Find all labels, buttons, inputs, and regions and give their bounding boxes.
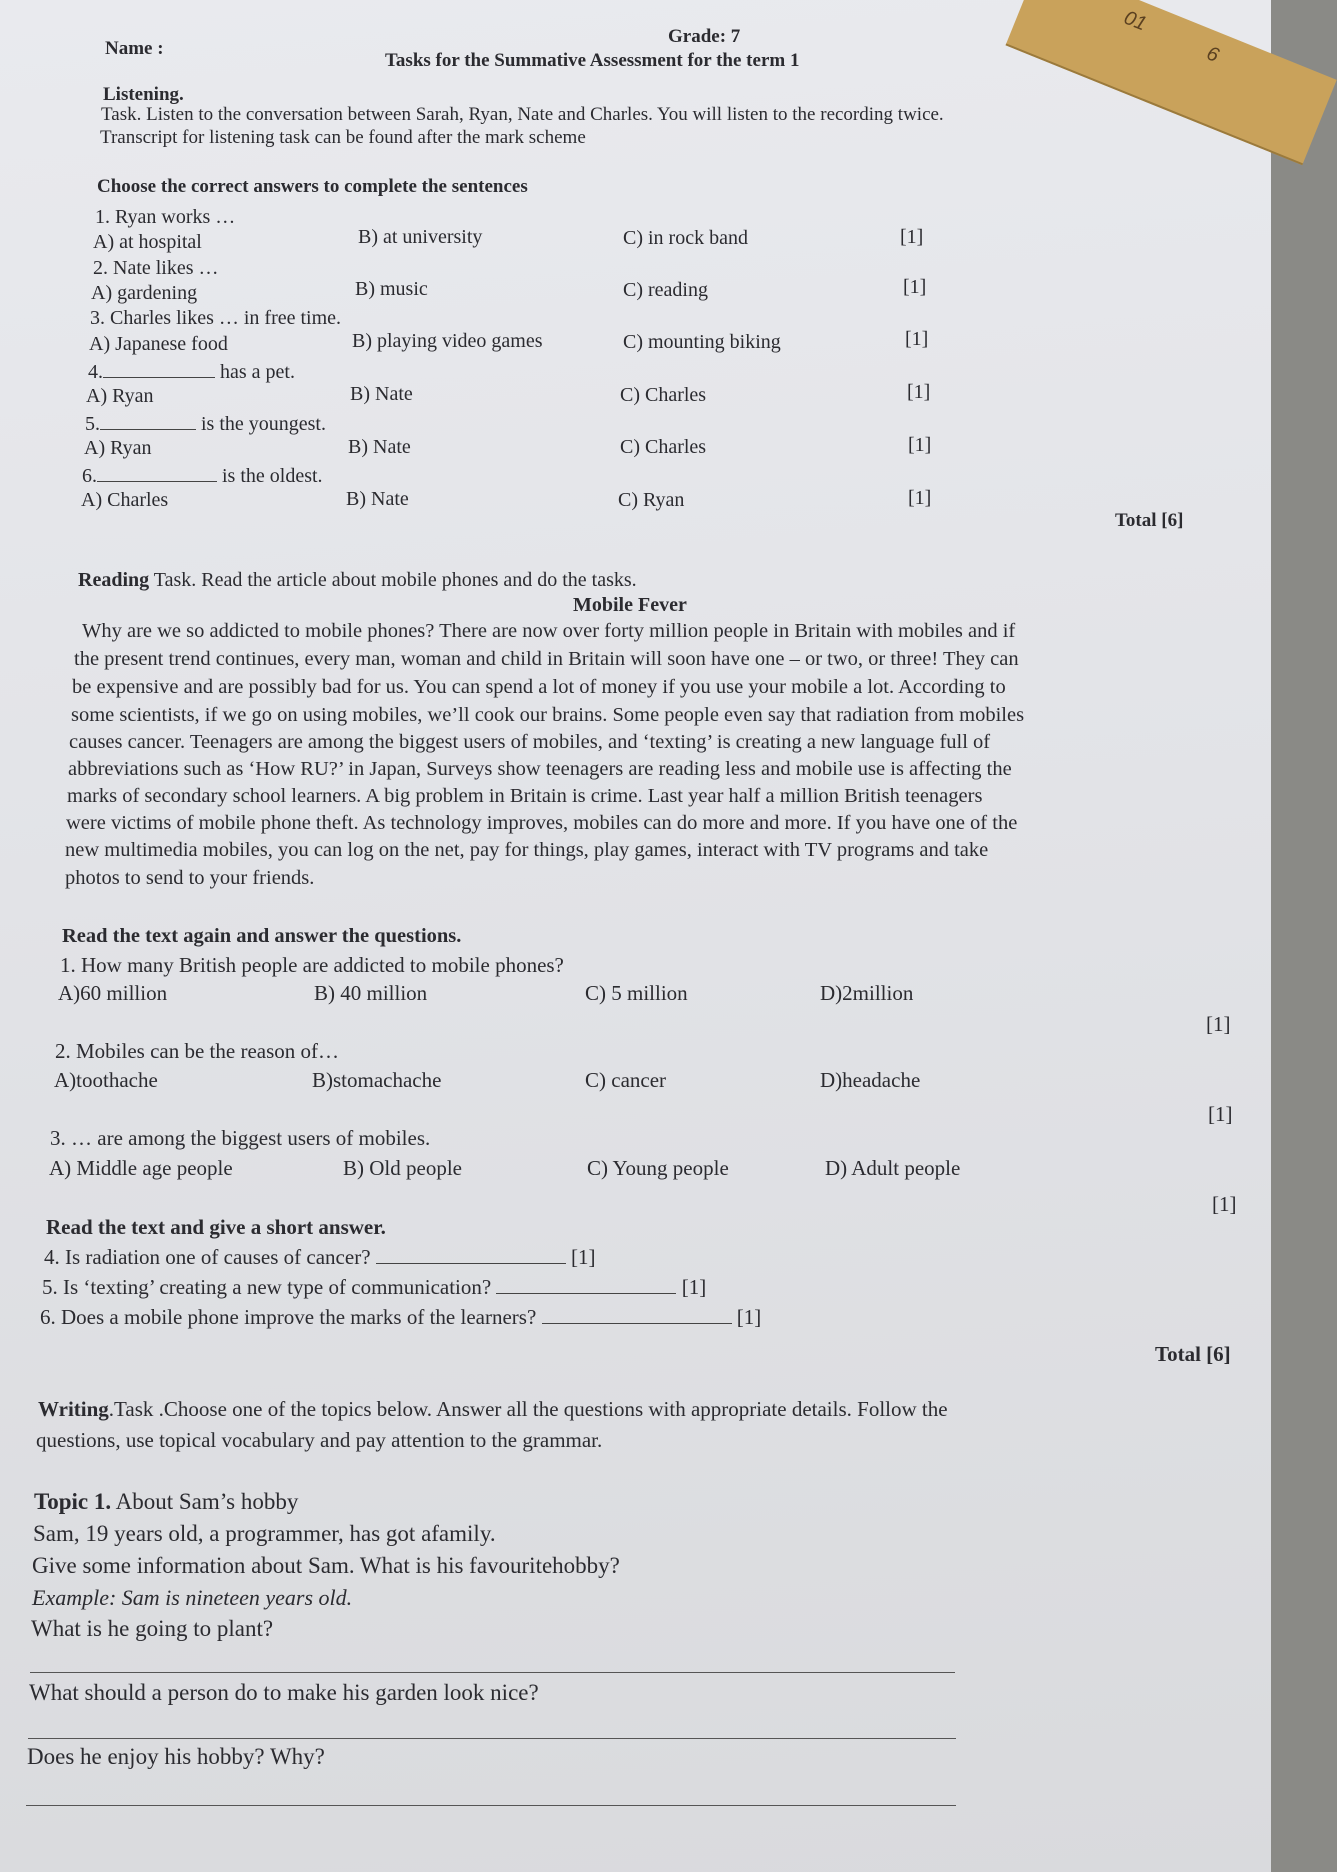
ruler-mark: 6 — [1203, 42, 1222, 67]
question-text: has a pet. — [220, 361, 295, 383]
reading-task — [78, 569, 637, 592]
option-a: A) Middle age people — [49, 1156, 233, 1180]
mark: [1] — [1212, 1192, 1237, 1216]
grade-label: Grade: 7 — [668, 26, 741, 47]
article-line: causes cancer. Teenagers are among the biggest users of mobiles, and ‘texting’ is creating a new language full of — [69, 731, 991, 753]
question-stem — [82, 463, 323, 488]
topic-label: Topic 1. — [34, 1489, 112, 1514]
option-a: A) Ryan — [86, 385, 154, 407]
option-a: A) gardening — [91, 282, 198, 304]
answer-blank[interactable] — [376, 1245, 566, 1264]
reading-total: Total [6] — [1155, 1342, 1231, 1366]
article-line: the present trend continues, every man, woman and child in Britain will soon have one – or two, or three! They can — [74, 648, 1019, 670]
option-c: C) Young people — [587, 1156, 729, 1180]
writing-task-text: .Task .Choose one of the topics below. Answer all the questions with appropriate details. Follow the — [108, 1397, 948, 1421]
option-c: C) 5 million — [585, 981, 688, 1005]
question-stem: 2. Mobiles can be the reason of… — [55, 1039, 340, 1063]
question-stem: 3. Charles likes … in free time. — [90, 307, 342, 329]
article-line: be expensive and are possibly bad for us. You can spend a lot of money if you use your mobile a lot. According to — [72, 676, 1006, 698]
writing-question: Does he enjoy his hobby? Why? — [27, 1744, 325, 1769]
writing-task — [38, 1397, 948, 1422]
option-b: B)stomachache — [312, 1068, 442, 1092]
answer-blank[interactable] — [496, 1275, 676, 1294]
article-title: Mobile Fever — [573, 594, 687, 616]
option-b: B) Nate — [348, 436, 411, 458]
mark: [1] — [907, 381, 931, 403]
option-b: B) Nate — [346, 488, 409, 510]
option-b: B) playing video games — [352, 330, 543, 352]
option-c: C) Charles — [620, 436, 707, 458]
topic-title: About Sam’s hobby — [115, 1489, 299, 1514]
option-a: A) Ryan — [84, 437, 152, 459]
mark: [1] — [1206, 1012, 1231, 1036]
question-text: is the youngest. — [201, 413, 326, 435]
question-number: 4. — [88, 361, 103, 383]
option-d: D)2million — [820, 981, 914, 1005]
writing-question: What should a person do to make his garden look nice? — [29, 1680, 539, 1705]
page-title: Tasks for the Summative Assessment for the term 1 — [385, 50, 800, 71]
option-c: C) in rock band — [623, 227, 748, 249]
article-line: some scientists, if we go on using mobiles, we’ll cook our brains. Some people even say that radiation from mobiles — [71, 704, 1025, 726]
article-line: marks of secondary school learners. A big problem in Britain is crime. Last year half a million British teenagers — [67, 785, 983, 807]
short-answer-question — [44, 1245, 596, 1270]
reading-task-text: Task. Read the article about mobile phones and do the tasks. — [153, 569, 637, 591]
question-text: 6. Does a mobile phone improve the marks of the learners? — [40, 1305, 537, 1329]
question-stem: 3. … are among the biggest users of mobiles. — [50, 1126, 431, 1150]
answer-line[interactable] — [26, 1805, 956, 1806]
option-b: B) at university — [358, 226, 483, 248]
option-a: A) Japanese food — [89, 333, 228, 355]
question-number: 6. — [82, 465, 97, 487]
option-b: B) Nate — [350, 383, 413, 405]
mark: [1] — [905, 328, 929, 350]
writing-question: What is he going to plant? — [31, 1616, 274, 1641]
article-line: were victims of mobile phone theft. As technology improves, mobiles can do more and more. If you have one of the — [66, 812, 1018, 834]
answer-blank[interactable] — [100, 411, 196, 430]
option-a: A)60 million — [58, 981, 168, 1005]
ruler — [1006, 0, 1337, 165]
reading-instruction-1: Read the text again and answer the questions. — [62, 925, 462, 947]
reading-instruction-2: Read the text and give a short answer. — [46, 1215, 386, 1239]
question-text: is the oldest. — [222, 465, 323, 487]
mark: [1] — [1208, 1102, 1233, 1126]
option-a: A) Charles — [81, 489, 169, 511]
listening-total: Total [6] — [1115, 510, 1184, 531]
article-line: Why are we so addicted to mobile phones? There are now over forty million people in Britain with mobiles and if — [82, 620, 1016, 642]
question-number: 5. — [85, 413, 100, 435]
option-c: C) Ryan — [618, 489, 685, 511]
answer-blank[interactable] — [103, 359, 215, 378]
article-line: abbreviations such as ‘How RU?’ in Japan, Surveys show teenagers are reading less and mobile use is affecting the — [68, 758, 1012, 780]
ruler-mark — [1048, 0, 1076, 2]
option-c: C) mounting biking — [623, 331, 781, 353]
mark: [1] — [900, 226, 924, 248]
answer-line[interactable] — [30, 1672, 955, 1673]
topic-heading — [34, 1489, 298, 1515]
answer-line[interactable] — [28, 1738, 956, 1739]
option-b: B) Old people — [343, 1156, 462, 1180]
mark: [1] — [571, 1245, 596, 1269]
option-b: B) 40 million — [314, 981, 428, 1005]
question-stem — [85, 411, 326, 436]
question-stem — [88, 359, 295, 384]
listening-instruction: Choose the correct answers to complete the sentences — [97, 176, 528, 197]
article-line: photos to send to your friends. — [65, 867, 315, 889]
mark: [1] — [736, 1305, 762, 1329]
answer-blank[interactable] — [542, 1305, 732, 1324]
listening-task: Task. Listen to the conversation between Sarah, Ryan, Nate and Charles. You will listen to the recording twice. — [101, 104, 944, 125]
option-d: D)headache — [820, 1068, 921, 1092]
mark: [1] — [903, 276, 927, 298]
writing-task-line-2: questions, use topical vocabulary and pay attention to the grammar. — [36, 1428, 603, 1452]
article-line: new multimedia mobiles, you can log on the net, pay for things, play games, interact with TV programs and take — [65, 839, 989, 861]
question-stem: 1. How many British people are addicted to mobile phones? — [60, 953, 564, 977]
name-label: Name : — [105, 38, 164, 59]
topic-intro: Sam, 19 years old, a programmer, has got afamily. — [33, 1521, 496, 1546]
short-answer-question — [42, 1275, 706, 1300]
option-a: A) at hospital — [93, 231, 202, 253]
mark: [1] — [908, 487, 932, 509]
writing-heading: Writing — [38, 1397, 109, 1421]
short-answer-question — [40, 1305, 761, 1330]
option-c: C) reading — [623, 279, 708, 301]
reading-heading: Reading — [78, 569, 150, 591]
option-b: B) music — [355, 278, 428, 300]
option-c: C) cancer — [585, 1068, 667, 1092]
question-stem: 1. Ryan works … — [95, 206, 236, 228]
option-d: D) Adult people — [825, 1156, 961, 1180]
mark: [1] — [681, 1275, 707, 1299]
question-text: 5. Is ‘texting’ creating a new type of communication? — [42, 1275, 492, 1299]
question-text: 4. Is radiation one of causes of cancer? — [44, 1245, 371, 1269]
option-c: C) Charles — [620, 384, 707, 406]
listening-heading: Listening. — [103, 84, 184, 105]
ruler-mark: 01 — [1120, 6, 1150, 36]
answer-blank[interactable] — [97, 463, 217, 482]
transcript-note: Transcript for listening task can be found after the mark scheme — [100, 127, 586, 148]
topic-example: Example: Sam is nineteen years old. — [32, 1585, 353, 1610]
option-a: A)toothache — [54, 1068, 158, 1092]
mark: [1] — [908, 434, 932, 456]
question-stem: 2. Nate likes … — [93, 257, 219, 279]
topic-prompt: Give some information about Sam. What is his favouritehobby? — [32, 1553, 620, 1578]
